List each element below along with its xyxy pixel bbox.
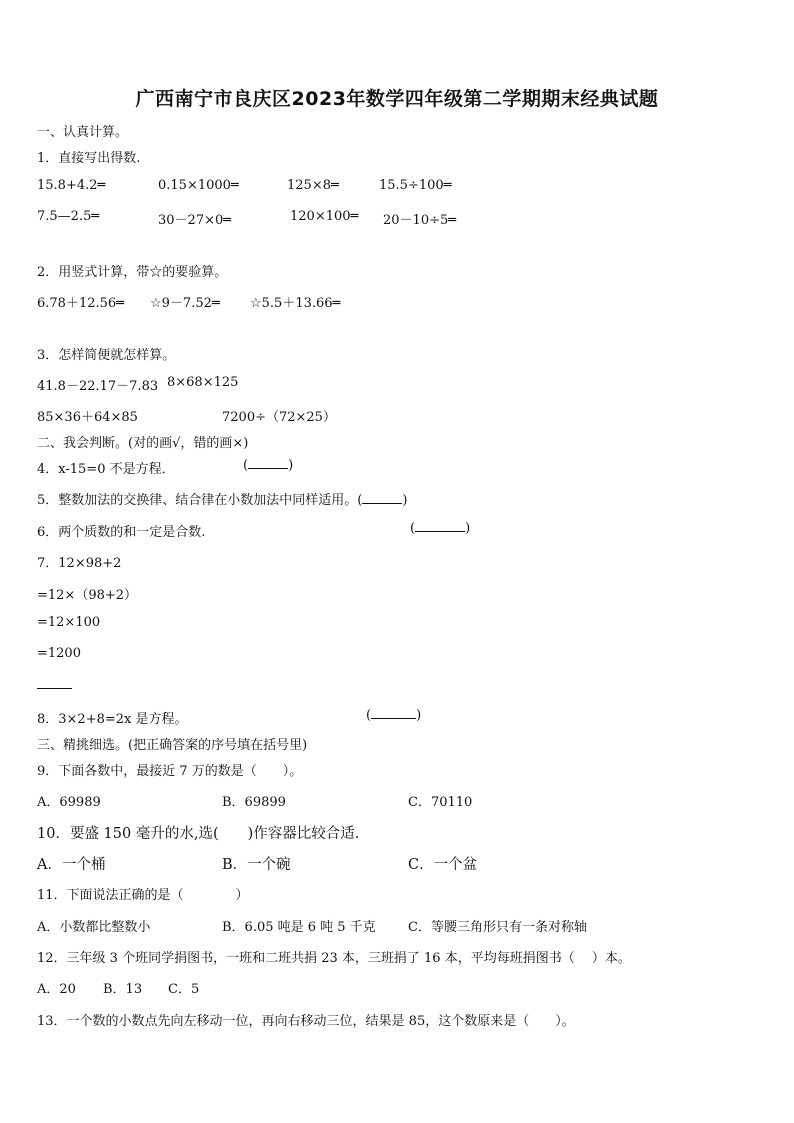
question-7-line-1: 7．12×98+2 [37, 556, 122, 571]
question-5-text [37, 489, 407, 508]
question-10-text: 10．要盛 150 毫升的水,选( )作容器比较合适. [37, 826, 360, 842]
section-1-heading: 一、认真计算。 [37, 125, 129, 140]
q3-expr-3: 85×36＋64×85 [37, 410, 138, 425]
paren-right: ) [416, 708, 422, 723]
paren-left: ( [410, 521, 416, 536]
q11-option-b[interactable]: B．6.05 吨是 6 吨 5 千克 [222, 920, 376, 935]
question-7-answer-line[interactable] [37, 688, 72, 689]
q2-expr-3: ☆5.5＋13.66═ [250, 296, 341, 311]
q9-option-a[interactable]: A．69989 [37, 795, 101, 810]
question-13-text: 13．一个数的小数点先向左移动一位，再向右移动三位，结果是 85，这个数原来是（ ）。 [37, 1014, 575, 1029]
q3-expr-4: 7200÷（72×25） [222, 410, 336, 425]
question-6-text: 6．两个质数的和一定是合数. [37, 525, 206, 540]
paren-right: ) [465, 521, 471, 536]
question-4-answer-blank[interactable] [243, 458, 293, 473]
question-5-answer-blank[interactable] [362, 493, 402, 504]
q10-option-c[interactable]: C．一个盆 [408, 857, 478, 873]
question-7-line-3: =12×100 [37, 615, 101, 630]
question-8-answer-blank[interactable] [366, 708, 421, 723]
q12-option-c[interactable]: C．5 [168, 982, 200, 997]
answer-line [371, 708, 416, 719]
question-7-line-4: =1200 [37, 646, 81, 661]
q11-option-a[interactable]: A．小数都比整数小 [37, 920, 151, 935]
paren-left: ( [366, 708, 372, 723]
q1-expr-8: 20－10÷5═ [383, 213, 457, 228]
paren-right: ) [288, 458, 294, 473]
question-7-line-2: =12×（98+2） [37, 588, 138, 603]
q2-expr-1: 6.78＋12.56═ [37, 296, 124, 311]
q10-option-b[interactable]: B．一个碗 [222, 857, 291, 873]
q1-expr-4: 15.5÷100═ [379, 178, 452, 193]
question-9-text: 9．下面各数中，最接近 7 万的数是（ ）。 [37, 764, 303, 779]
question-6-answer-blank[interactable] [410, 521, 470, 536]
q9-option-b[interactable]: B．69899 [222, 795, 286, 810]
q1-expr-6: 30－27×0═ [158, 213, 232, 228]
question-3-label: 3．怎样简便就怎样算。 [37, 348, 176, 363]
q12-option-a[interactable]: A．20 [37, 982, 76, 997]
paren-left: ( [243, 458, 249, 473]
q11-option-c[interactable]: C．等腰三角形只有一条对称轴 [408, 920, 587, 935]
page-title: 广西南宁市良庆区2023年数学四年级第二学期期末经典试题 [135, 88, 659, 110]
question-5-body: 5．整数加法的交换律、结合律在小数加法中同样适用。( [37, 493, 363, 508]
section-2-heading: 二、我会判断。(对的画√，错的画×) [37, 436, 249, 451]
q9-option-c[interactable]: C．70110 [408, 795, 473, 810]
q12-option-b[interactable]: B．13 [103, 982, 143, 997]
paren-right: ) [402, 493, 408, 508]
answer-line [248, 458, 288, 469]
q3-expr-1: 41.8－22.17－7.83 [37, 379, 159, 394]
section-3-heading: 三、精挑细选。(把正确答案的序号填在括号里) [37, 738, 308, 753]
q3-expr-2: 8×68×125 [167, 375, 239, 390]
q1-expr-7: 120×100═ [290, 209, 359, 224]
q1-expr-5: 7.5—2.5═ [37, 209, 100, 224]
q1-expr-2: 0.15×1000═ [158, 178, 239, 193]
question-4-text: 4．x-15=0 不是方程． [37, 462, 175, 477]
question-2-label: 2．用竖式计算，带☆的要验算。 [37, 265, 228, 280]
question-1-label: 1．直接写出得数. [37, 151, 141, 166]
question-12-text: 12．三年级 3 个班同学捐图书，一班和二班共捐 23 本，三班捐了 16 本，平均每班捐图书（ ）本。 [37, 951, 631, 966]
q2-expr-2: ☆9－7.52═ [150, 296, 220, 311]
q1-expr-1: 15.8+4.2═ [37, 178, 106, 193]
q1-expr-3: 125×8═ [287, 178, 339, 193]
question-8-text: 8．3×2+8=2x 是方程。 [37, 712, 188, 727]
answer-line [415, 521, 465, 532]
question-11-text: 11．下面说法正确的是（ ） [37, 888, 249, 903]
q10-option-a[interactable]: A．一个桶 [37, 857, 106, 873]
